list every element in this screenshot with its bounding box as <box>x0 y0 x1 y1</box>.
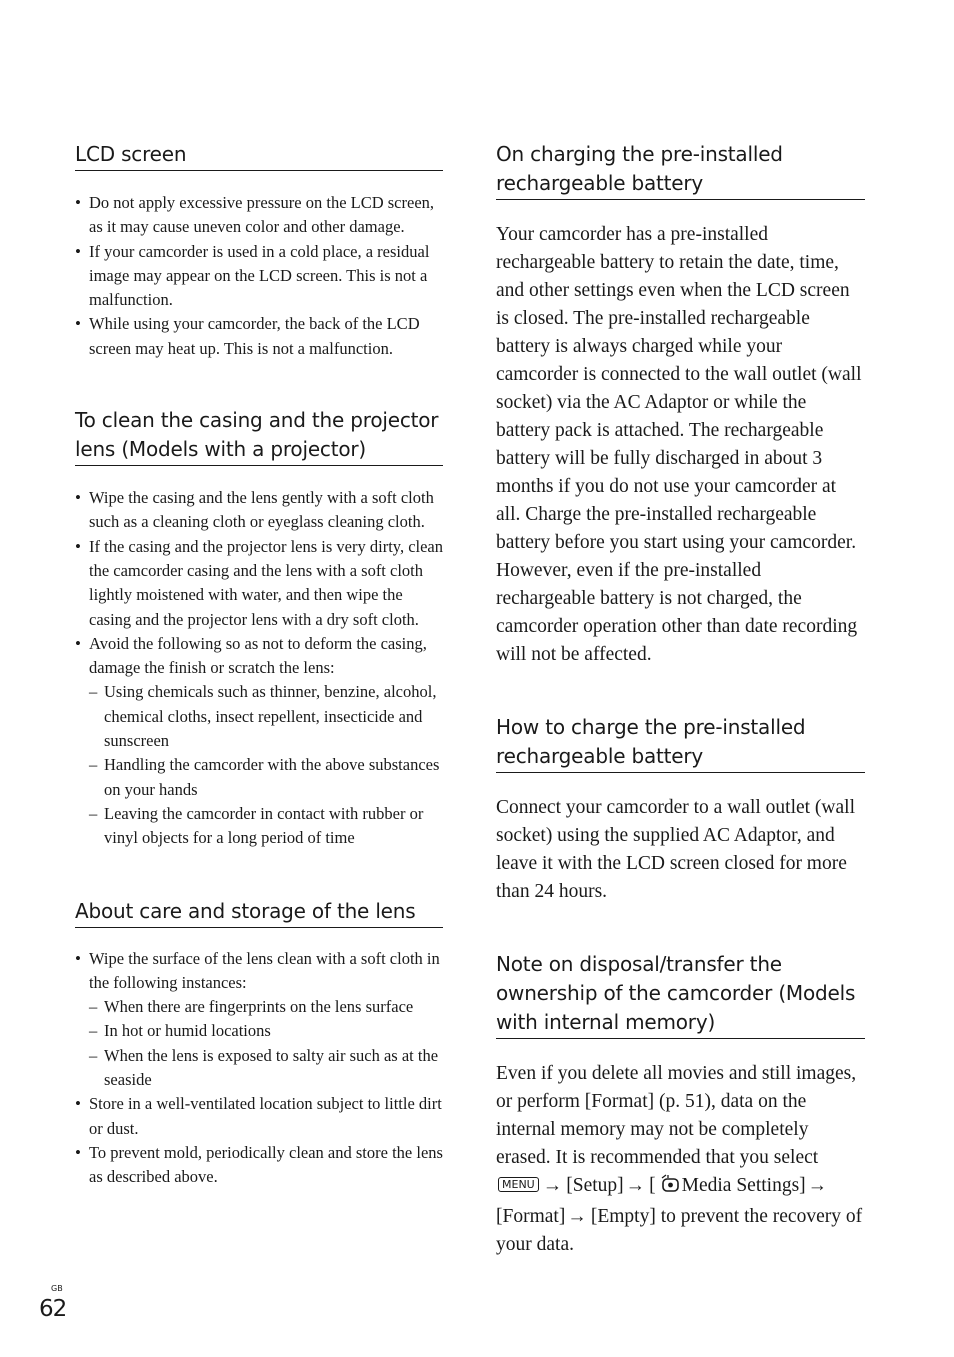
disposal-text-start: Even if you delete all movies and still images, or perform [Format] (p. 51), data on the internal memory may not be completely erased. It is recommended that you select <box>496 1063 857 1168</box>
list-item <box>75 947 443 1093</box>
cleaning-heading: To clean the casing and the projector lens (Models with a projector) <box>75 406 443 466</box>
arrow-right-icon: → <box>807 1175 828 1196</box>
sub-list-item: – In hot or humid locations <box>89 1019 443 1043</box>
list-item: • Store in a well-ventilated location subject to little dirt or dust. <box>75 1092 443 1141</box>
page-region-code: GB <box>51 1284 63 1293</box>
charging-paragraph-2: However, even if the pre-installed rechargeable battery is not charged, the camcorder operation other than date recording will not be affected. <box>496 560 858 665</box>
arrow-right-icon: → <box>567 1206 587 1227</box>
how-to-charge-section <box>496 713 865 906</box>
cleaning-bullet-list <box>75 486 443 850</box>
charging-section <box>496 140 865 669</box>
cleaning-sub-list <box>89 680 443 850</box>
left-column <box>75 140 443 1190</box>
disposal-paragraph <box>496 1060 865 1259</box>
lens-sub-list <box>89 995 443 1092</box>
lcd-screen-section <box>75 140 443 361</box>
lens-care-heading: About care and storage of the lens <box>75 897 443 928</box>
lcd-screen-heading: LCD screen <box>75 140 443 171</box>
sub-list-item: – Handling the camcorder with the above substances on your hands <box>89 753 443 802</box>
list-item: • While using your camcorder, the back of the LCD screen may heat up. This is not a malfunction. <box>75 312 443 361</box>
list-item: • Wipe the casing and the lens gently with a soft cloth such as a cleaning cloth or eyeglass cleaning cloth. <box>75 486 443 535</box>
list-item: • To prevent mold, periodically clean and store the lens as described above. <box>75 1141 443 1190</box>
disposal-text-end: to prevent the recovery of your data. <box>496 1206 863 1255</box>
how-to-charge-paragraph: Connect your camcorder to a wall outlet (wall socket) using the supplied AC Adaptor, and leave it with the LCD screen closed for more than 24 hours. <box>496 797 855 902</box>
page-number: 62 <box>39 1296 67 1322</box>
charging-paragraph: Your camcorder has a pre-installed rechargeable battery to retain the date, time, and other settings even when the LCD screen is closed. The pre-installed rechargeable battery is always charged while your camcorder is connected to the wall outlet (wall socket) via the AC Adaptor or while the battery pack is attached. The rechargeable battery will be fully discharged in about 3 months if you do not use your camcorder at all. Charge the pre-installed rechargeable battery before you start using your camcorder. <box>496 224 862 553</box>
format-step: [Format] <box>496 1206 566 1227</box>
arrow-right-icon: → <box>625 1175 646 1196</box>
disposal-heading: Note on disposal/transfer the ownership of the camcorder (Models with internal memory) <box>496 950 865 1039</box>
list-item <box>75 632 443 851</box>
sub-list-item: – Leaving the camcorder in contact with rubber or vinyl objects for a long period of time <box>89 802 443 851</box>
cleaning-section <box>75 406 443 850</box>
media-settings-bracket: [ <box>649 1175 656 1196</box>
sub-list-item: – When there are fingerprints on the lens surface <box>89 995 443 1019</box>
list-item: • If your camcorder is used in a cold place, a residual image may appear on the LCD screen. This is not a malfunction. <box>75 240 443 313</box>
media-settings-step: Media Settings] <box>681 1175 806 1196</box>
empty-step: [Empty] <box>590 1206 656 1227</box>
disposal-section <box>496 950 865 1259</box>
lcd-bullet-list <box>75 191 443 361</box>
list-item-text: Wipe the surface of the lens clean with a soft cloth in the following instances: <box>89 948 440 992</box>
list-item: • If the casing and the projector lens is very dirty, clean the camcorder casing and the lens with a soft cloth lightly moistened with water, and then wipe the casing and the projector lens with a dry soft cloth. <box>75 535 443 632</box>
sub-list-item: – Using chemicals such as thinner, benzine, alcohol, chemical cloths, insect repellent, insecticide and sunscreen <box>89 680 443 753</box>
lens-bullet-list <box>75 947 443 1190</box>
lens-care-section <box>75 897 443 1190</box>
list-item: • Do not apply excessive pressure on the LCD screen, as it may cause uneven color and other damage. <box>75 191 443 240</box>
menu-key-icon: MENU <box>498 1177 539 1192</box>
list-item-text: Avoid the following so as not to deform the casing, damage the finish or scratch the lens: <box>89 633 427 678</box>
arrow-right-icon: → <box>542 1175 563 1196</box>
how-to-charge-heading: How to charge the pre-installed rechargeable battery <box>496 713 865 773</box>
sub-list-item: – When the lens is exposed to salty air such as at the seaside <box>89 1044 443 1093</box>
setup-menu-step: [Setup] <box>566 1175 624 1196</box>
right-column <box>496 140 865 1259</box>
charging-heading: On charging the pre-installed rechargeable battery <box>496 140 865 200</box>
media-settings-icon <box>657 1174 681 1203</box>
